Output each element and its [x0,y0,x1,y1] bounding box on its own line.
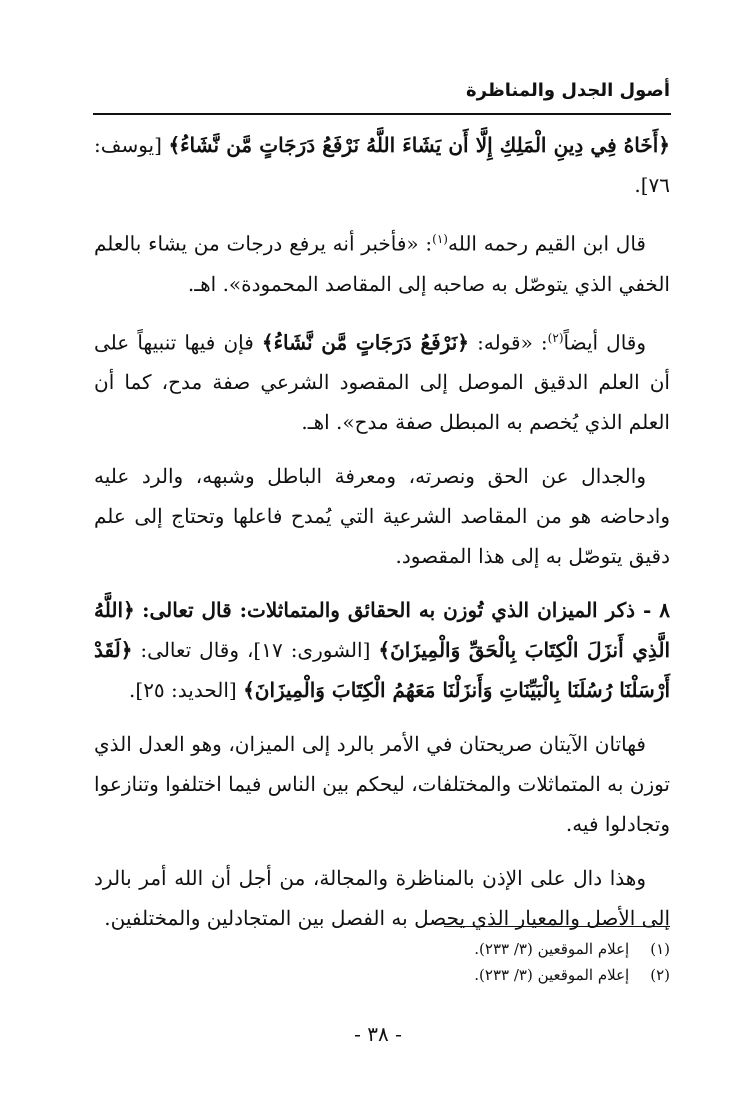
paragraph-lead: وقال أيضاً [563,330,647,355]
footnote-rule [444,926,670,927]
paragraph-1 [94,125,670,205]
footnote-item [94,936,670,962]
footnote-item [94,962,670,988]
section-heading: ٨ - ذكر الميزان الذي تُوزن به الحقائق والمتماثلات: قال تعالى: [142,598,671,623]
paragraph-3 [94,318,670,443]
verse-reference: [يوسف: ٧٦]. [94,133,670,197]
footnotes [94,936,670,988]
footnote-number: (١) [650,940,670,958]
quran-verse: ﴿لَقَدْ أَرْسَلْنَا رُسُلَنَا بِالْبَيِّنَاتِ وَأَنزَلْنَا مَعَهُمُ الْكِتَابَ وَالْمِيزَانَ﴾ [94,638,670,703]
footnote-text: إعلام الموقعين (٣/ ٢٣٣). [474,966,630,984]
paragraph-6: فهاتان الآيتان صريحتان في الأمر بالرد إلى الميزان، وهو العدل الذي توزن به المتماثلات والمختلفات، ليحكم بين الناس فيما اختلفوا وتنازعوا وتجادلوا فيه. [94,732,670,837]
verse-reference: [الشورى: ١٧]، وقال تعالى: [140,638,371,663]
footnote-ref-1: (١) [432,232,448,246]
paragraph-2 [94,219,670,304]
running-title: أصول الجدل والمناظرة [466,80,670,101]
quran-verse: ﴿اللَّهُ الَّذِي أَنزَلَ الْكِتَابَ بِالْحَقِّ وَالْمِيزَانَ﴾ [94,598,670,663]
quote-intro: : «قوله: [469,330,548,355]
footnote-ref-2: (٢) [547,330,564,345]
footnote-number: (٢) [650,966,670,984]
paragraph-7: وهذا دال على الإذن بالمناظرة والمجالة، من أجل أن الله أمر بالرد إلى الأصل والمعيار الذي يحصل به الفصل بين المتجادلين والمختلفين. [94,866,670,931]
footnote-text: إعلام الموقعين (٣/ ٢٣٣). [474,940,630,958]
paragraph-5 [94,590,670,710]
paragraph-4: والجدال عن الحق ونصرته، ومعرفة الباطل وشبهه، والرد عليه وادحاضه هو من المقاصد الشرعية التي يُمدح فاعلها وتحتاج إلى علم دقيق يتوصّل به إلى هذا المقصود. [94,464,670,569]
quran-verse: ﴿أَخَاهُ فِي دِينِ الْمَلِكِ إِلَّا أَن يَشَاءَ اللَّهُ نَرْفَعُ دَرَجَاتٍ مَّن نَّشَاءُ﴾ [168,133,671,157]
paragraph-lead: قال ابن القيم رحمه الله [447,231,646,256]
paragraph-text: : «فأخبر أنه يرفع درجات من يشاء بالعلم الخفي الذي يتوصّل به صاحبه إلى المقاصد المحمودة». اهـ. [94,231,670,296]
main-text [94,125,670,952]
verse-reference: [الحديد: ٢٥]. [129,678,237,703]
paragraph-text: فإن فيها تنبيهاً على أن العلم الدقيق الموصل إلى المقصود الشرعي صفة مدح، كما أن العلم الذي يُخصم به المبطل صفة مدح». اهـ. [94,330,670,435]
header-rule [93,113,671,115]
quran-verse: ﴿نَرْفَعُ دَرَجَاتٍ مَّن نَّشَاءُ﴾ [261,330,470,355]
page-number: - ٣٨ - [354,1022,402,1046]
